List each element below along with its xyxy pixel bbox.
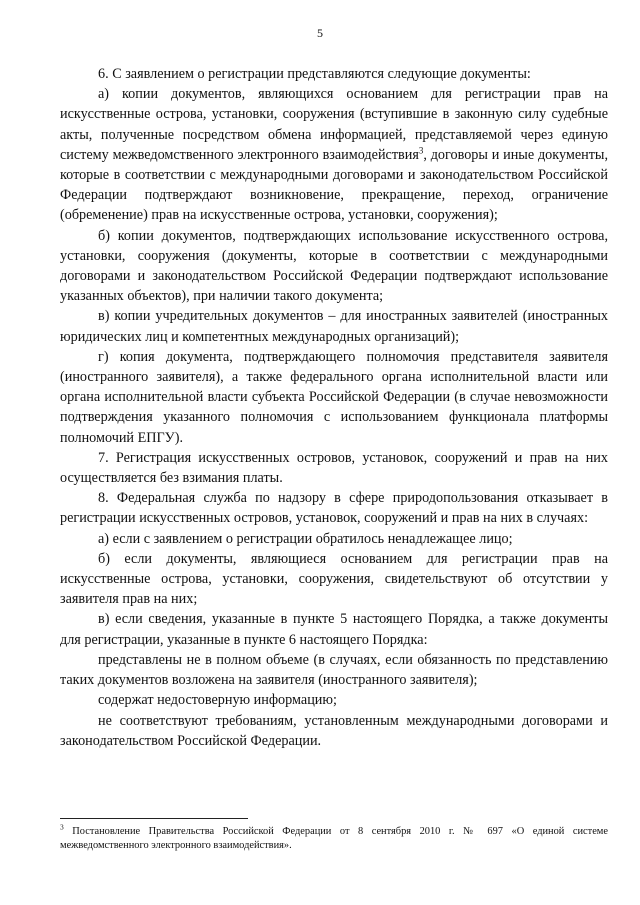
footnote-text: Постановление Правительства Российской Федерации от 8 сентября 2010 г. № 697 «О единой системе межведомственного электронного взаимодействия».	[60, 826, 608, 851]
footnote-divider	[60, 818, 248, 819]
paragraph-6-heading: 6. С заявлением о регистрации представляются следующие документы:	[98, 66, 531, 82]
paragraph-8b: б) если документы, являющиеся основанием для регистрации прав на искусственные острова, установки, сооружения, свидетельствуют об отсутствии у заявителя прав на них;	[60, 550, 608, 608]
footnote	[60, 822, 608, 853]
paragraph-8v: в) если сведения, указанные в пункте 5 настоящего Порядка, а также документы для регистрации, указанные в пункте 6 настоящего Порядка:	[60, 611, 608, 648]
paragraph-6b: б) копии документов, подтверждающих использование искусственного острова, установки, сооружения (документы, которые в соответствии с международными договорами и законодательством Российской Федерации подтверждают использование указанных объектов), при наличии такого документа;	[60, 227, 608, 305]
paragraph-7: 7. Регистрация искусственных островов, установок, сооружений и прав на них осуществляется без взимания платы.	[60, 449, 608, 487]
paragraph-8a: а) если с заявлением о регистрации обратилось ненадлежащее лицо;	[98, 530, 513, 547]
paragraph-6v: в) копии учредительных документов – для иностранных заявителей (иностранных юридических лиц и компетентных международных организаций);	[60, 308, 608, 345]
paragraph-8v-item-3: не соответствуют требованиям, установленным международными договорами и законодательством Российской Федерации.	[60, 712, 608, 749]
paragraph-6a-text: а) копии документов, являющихся основанием для регистрации прав на искусственные острова, установки, сооружения (вступившие в законную силу судебные акты, полученные посредством обмена информацией, представляемой через единую систему межведомственного электронного взаимодействия	[60, 86, 608, 163]
document-body	[60, 64, 608, 751]
footnote-reference: 3	[418, 145, 424, 156]
footnote-marker: 3	[60, 822, 64, 832]
paragraph-8v-item-2: содержат недостоверную информацию;	[98, 692, 337, 709]
paragraph-6a	[60, 84, 608, 225]
page-number: 5	[317, 26, 323, 40]
paragraph-6a-continuation: , договоры и иные документы, которые в соответствии с международными договорами и законодательством Российской Федерации подтверждают возникновение, прекращение, переход, ограничение (обременение) прав на искусственные острова, установки, сооружения);	[60, 146, 609, 224]
paragraph-6g: г) копия документа, подтверждающего полномочия представителя заявителя (иностранного заявителя), а также федерального органа исполнительной власти или органа исполнительной власти субъекта Российской Федерации (в случае невозможности подтверждения указанного полномочия с использованием функционала платформы полномочий ЕПГУ).	[60, 348, 608, 446]
paragraph-8v-item-1: представлены не в полном объеме (в случаях, если обязанность по представлению таких документов возложена на заявителя (иностранного заявителя);	[60, 651, 608, 689]
paragraph-8-heading: 8. Федеральная служба по надзору в сфере природопользования отказывает в регистрации искусственных островов, установок, сооружений и прав на них в случаях:	[60, 490, 608, 527]
